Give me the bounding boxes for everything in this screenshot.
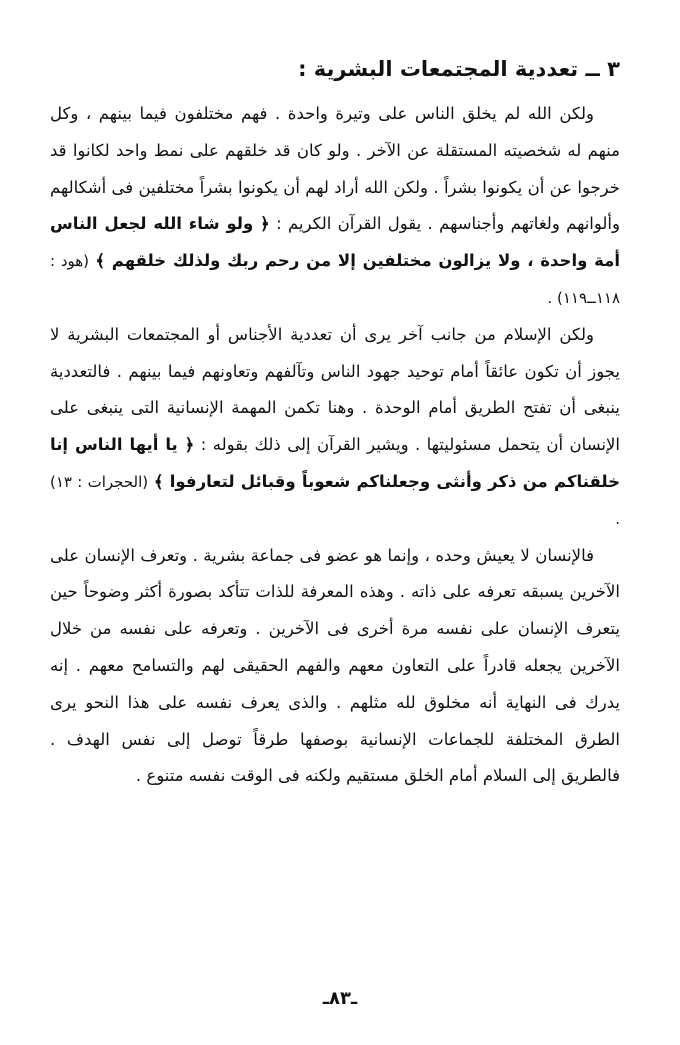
quran-quote-1: ﴿ ولو شاء الله لجعل الناس أمة واحدة ، ولا يزالون مختلفين إلا من رحم ربك ولذلك خلقهم ﴾ bbox=[50, 214, 621, 271]
paragraph-2-text: ولكن الإسلام من جانب آخر يرى أن تعددية الأجناس أو المجتمعات البشرية لا يجوز أن تكون عائقاً أمام توحيد جهود الناس وتآلفهم وتعاونهم فيما بينهم . فالتعددية ينبغى أن تفتح الطريق أمام الوحدة . وهنا تكمن المهمة الإنسانية التى ينبغى على الإنسان أن يتحمل مسئوليتها . ويشير القرآن إلى ذلك بقوله : bbox=[50, 324, 621, 455]
paragraph-2 bbox=[50, 317, 620, 538]
page-number: ـ٨٣ـ bbox=[322, 988, 358, 1009]
paragraph-3 bbox=[50, 538, 620, 796]
section-heading: ٣ ــ تعددية المجتمعات البشرية : bbox=[298, 57, 620, 81]
quran-citation-1: (هود : ١١٨ــ١١٩) . bbox=[50, 252, 620, 307]
body-text bbox=[50, 96, 620, 795]
paragraph-3-text: فالإنسان لا يعيش وحده ، وإنما هو عضو فى جماعة بشرية . وتعرف الإنسان على الآخرين يسبقه تعرفه على ذاته . وهذه المعرفة للذات تتأكد بصورة أكثر وضوحاً حين يتعرف الإنسان على نفسه مرة أخرى فى الآخرين . وتعرفه على نفسه من خلال الآخرين يجعله قادراً على التعاون معهم والفهم الحقيقى لهم والتسامح معهم . إنه يدرك فى النهاية أنه مخلوق لله مثلهم . والذى يعرف نفسه على هذا النحو يرى الطرق المختلفة للجماعات الإنسانية بوصفها طرقاً توصل إلى نفس الهدف . فالطريق إلى السلام أمام الخلق مستقيم ولكنه فى الوقت نفسه متنوع . bbox=[50, 545, 620, 786]
paragraph-1 bbox=[50, 96, 620, 317]
quran-quote-2: ﴿ يا أيها الناس إنا خلقناكم من ذكر وأنثى وجعلناكم شعوباً وقبائل لتعارفوا ﴾ bbox=[50, 435, 620, 491]
quran-citation-2: (الحجرات : ١٣) . bbox=[50, 472, 620, 528]
paragraph-1-text: ولكن الله لم يخلق الناس على وتيرة واحدة . فهم مختلفون فيما بينهم ، وكل منهم له شخصيته المستقلة عن الآخر . ولو كان قد خلقهم على نمط واحد لكانوا قد خرجوا عن أن يكونوا بشراً . ولكن الله أراد لهم أن يكونوا بشراً مختلفين فى أشكالهم وألوانهم ولغاتهم وأجناسهم . يقول القرآن الكريم : bbox=[50, 104, 620, 234]
